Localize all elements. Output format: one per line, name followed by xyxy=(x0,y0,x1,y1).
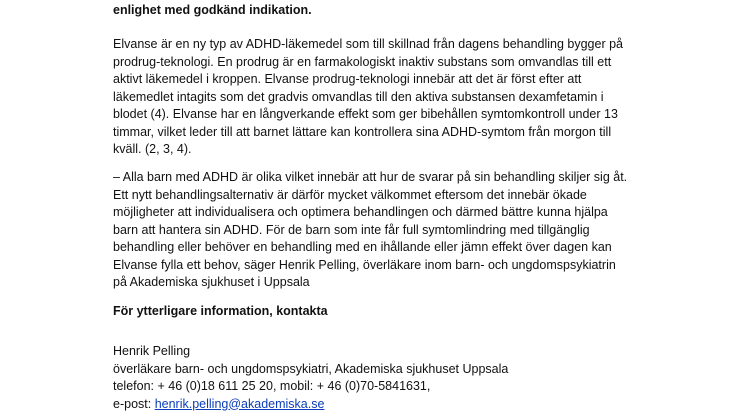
contact-email-line xyxy=(113,396,508,414)
paragraph-line: aktivt läkemedel i kroppen. Elvanse prodrug-teknologi innebär att det är först efter att xyxy=(113,72,582,86)
contact-phone: telefon: + 46 (0)18 611 25 20, mobil: + 46 (0)70-5841631, xyxy=(113,379,431,393)
paragraph-line: möjligheter att individualisera och optimera behandlingen och därmed bättre kunna hjälpa xyxy=(113,205,608,219)
paragraph-line: prodrug-teknologi. En prodrug är en farmakologiskt inaktiv substans som omvandlas till ett xyxy=(113,54,612,69)
paragraph-line: Elvanse fylla ett behov, säger Henrik Pelling, överläkare inom barn- och ungdomspsykiatrin xyxy=(113,257,616,272)
paragraph-line: läkemedlet intagits som det gradvis omvandlas till den aktiva substansen dexamfetamin i xyxy=(113,89,604,104)
contact-name: Henrik Pelling xyxy=(113,344,191,358)
paragraph-line: – Alla barn med ADHD är olika vilket innebär att hur de svarar på sin behandling skiljer sig åt. xyxy=(113,170,628,184)
paragraph-quote xyxy=(113,169,627,292)
email-link[interactable]: henrik.pelling@akademiska.se xyxy=(154,396,325,411)
contact-heading: För ytterligare information, kontakta xyxy=(113,304,328,318)
intro-line: enlighet med godkänd indikation. xyxy=(113,3,312,17)
paragraph-line: behandling eller behöver en behandling med en ihållande eller jämn effekt över dagen kan xyxy=(113,240,612,254)
email-label: e-post: xyxy=(113,396,155,411)
paragraph-line: barn att hantera sin ADHD. För de barn som inte får full symtomlindring med tillgänglig xyxy=(113,222,590,237)
contact-title: överläkare barn- och ungdomspsykiatri, Akademiska sjukhuset Uppsala xyxy=(113,361,509,376)
paragraph-line: timmar, vilket leder till att barnet lättare kan kontrollera sina ADHD-symtom från morgon till xyxy=(113,124,612,139)
paragraph-line: kväll. (2, 3, 4). xyxy=(113,142,192,156)
paragraph-line: på Akademiska sjukhuset i Uppsala xyxy=(113,275,310,289)
paragraph-prodrug xyxy=(113,36,623,159)
contact-block xyxy=(113,343,508,413)
paragraph-line: Elvanse är en ny typ av ADHD-läkemedel som till skillnad från dagens behandling bygger på xyxy=(113,37,624,51)
paragraph-line: blodet (4). Elvanse har en långverkande effekt som ger bibehållen symtomkontroll under 13 xyxy=(113,107,618,121)
paragraph-line: Ett nytt behandlingsalternativ är därför mycket välkommet eftersom det innebär ökade xyxy=(113,187,587,202)
